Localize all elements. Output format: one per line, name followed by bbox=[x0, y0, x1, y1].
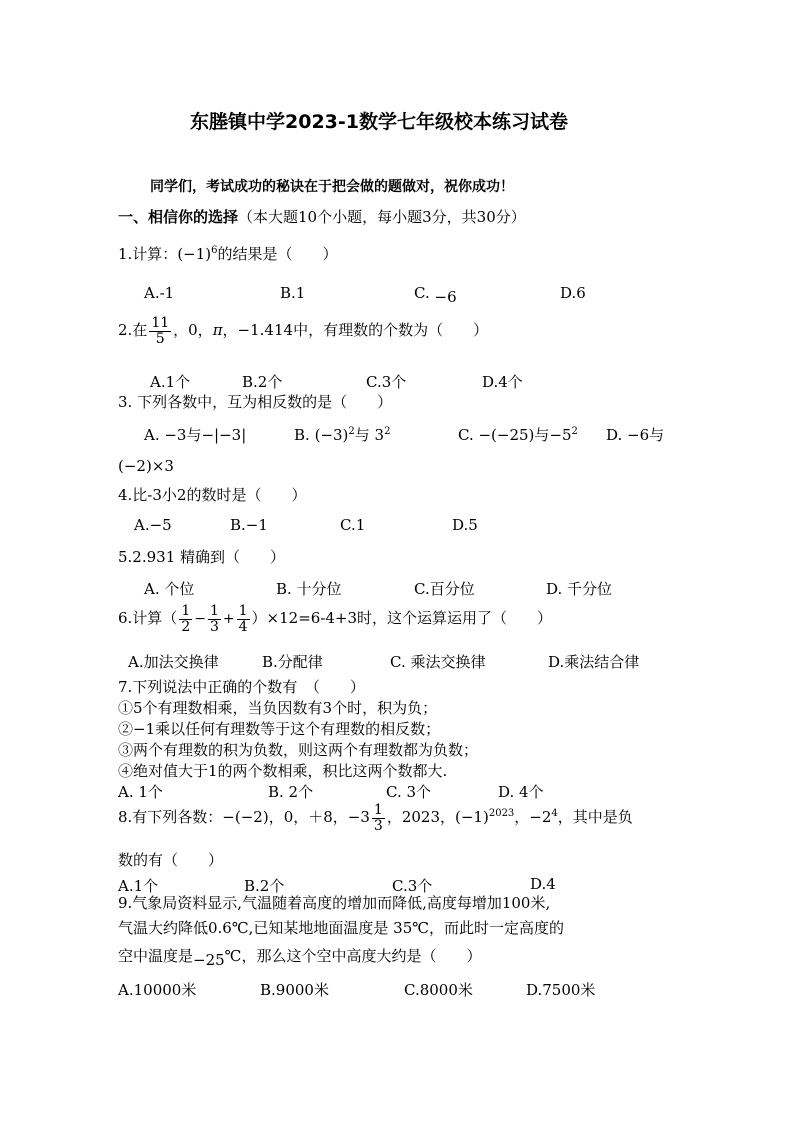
question-4-stem: 4.比-3小2的数时是（ ） bbox=[118, 486, 307, 504]
q3-option-b: B. $(-3)^2$与 $3^2$ bbox=[294, 426, 391, 444]
q7-statement-2: ②−1乘以任何有理数等于这个有理数的相反数； bbox=[118, 720, 441, 738]
q5-option-b: B. 十分位 bbox=[276, 580, 342, 598]
q8-option-c: C.3个 bbox=[392, 877, 433, 895]
question-6-stem: 6.计算（ $\frac{1}{2}$ − $\frac{1}{3}$ + $\frac{1}{4}$ ）×12=6-4+3时，这个运算运用了（ ） bbox=[118, 603, 553, 635]
q6-option-b: B.分配律 bbox=[262, 653, 323, 671]
q8-option-b: B.2个 bbox=[244, 877, 285, 895]
q7-statement-4: ④绝对值大于1的两个数相乘，积比这两个数都大. bbox=[118, 762, 448, 780]
q7-statement-1: ①5个有理数相乘，当负因数有3个时，积为负； bbox=[118, 699, 438, 717]
question-1-stem: 1.计算：$(-1)^6$的结果是（ ） bbox=[118, 245, 338, 263]
fraction-1-3: $\frac{1}{3}$ bbox=[373, 802, 383, 834]
q4-option-b: B.−1 bbox=[230, 516, 268, 534]
q7-option-c: C. 3个 bbox=[386, 783, 432, 801]
greeting-text: 同学们，考试成功的秘诀在于把会做的题做对，祝你成功！ bbox=[150, 179, 514, 195]
q8-option-d: D.4 bbox=[530, 875, 556, 893]
q7-statement-3: ③两个有理数的积为负数，则这两个有理数都为负数； bbox=[118, 741, 479, 759]
fraction-1-3: $\frac{1}{3}$ bbox=[209, 603, 219, 635]
question-9-line-2: 气温大约降低0.6℃,已知某地地面温度是 35℃，而此时一定高度的 bbox=[118, 919, 565, 937]
q3-option-d: D. −6与 bbox=[606, 426, 665, 444]
fraction-1-4: $\frac{1}{4}$ bbox=[238, 603, 248, 635]
q5-option-c: C.百分位 bbox=[414, 580, 475, 598]
q9-option-b: B.9000米 bbox=[260, 981, 329, 999]
section-heading bbox=[118, 206, 526, 227]
section-title: 一、相信你的选择 bbox=[118, 208, 239, 226]
q1-option-b: B.1 bbox=[280, 284, 306, 302]
q8-option-a: A.1个 bbox=[118, 877, 159, 895]
q4-option-c: C.1 bbox=[340, 516, 366, 534]
q1-option-d: D.6 bbox=[560, 284, 586, 302]
section-note: （本大题10个小题，每小题3分，共30分） bbox=[238, 208, 526, 226]
q3-option-c: C. −(−25)与$-5^2$ bbox=[458, 426, 578, 444]
q9-option-d: D.7500米 bbox=[526, 981, 596, 999]
q3-option-d-cont: (−2)×3 bbox=[118, 457, 174, 475]
q2-option-d: D.4个 bbox=[482, 373, 523, 391]
question-2-stem: 2.在 $\frac{11}{5}$ ，0，π，−1.414中，有理数的个数为（ ） bbox=[118, 315, 489, 347]
question-7-stem: 7.下列说法中正确的个数有 （ ） bbox=[118, 678, 365, 696]
q7-option-a: A. 1个 bbox=[118, 783, 163, 801]
page-title: 东塍镇中学2023-1数学七年级校本练习试卷 bbox=[190, 111, 568, 133]
question-8-stem-cont: 数的有（ ） bbox=[118, 851, 224, 869]
question-9-line-3: 空中温度是−25℃，那么这个空中高度大约是（ ） bbox=[118, 947, 482, 969]
q6-option-c: C. 乘法交换律 bbox=[390, 653, 486, 671]
q6-option-d: D.乘法结合律 bbox=[548, 653, 640, 671]
fraction-11-5: $\frac{11}{5}$ bbox=[151, 315, 170, 347]
question-3-stem: 3. 下列各数中，互为相反数的是（ ） bbox=[118, 393, 393, 411]
q3-option-a: A. −3与−|−3| bbox=[144, 426, 247, 444]
q2-option-c: C.3个 bbox=[366, 373, 407, 391]
q2-option-a: A.1个 bbox=[150, 373, 191, 391]
question-9-line-1: 9.气象局资料显示,气温随着高度的增加而降低,高度每增加100米, bbox=[118, 894, 551, 912]
q9-option-a: A.10000米 bbox=[118, 981, 197, 999]
q7-option-d: D. 4个 bbox=[498, 783, 544, 801]
q1-option-c: C. −6 bbox=[414, 284, 457, 306]
q4-option-d: D.5 bbox=[452, 516, 478, 534]
q1-option-a: A.-1 bbox=[144, 284, 175, 302]
q5-option-a: A. 个位 bbox=[144, 580, 195, 598]
fraction-1-2: $\frac{1}{2}$ bbox=[181, 603, 191, 635]
q9-option-c: C.8000米 bbox=[404, 981, 473, 999]
q6-option-a: A.加法交换律 bbox=[128, 653, 219, 671]
q4-option-a: A.−5 bbox=[134, 516, 172, 534]
question-8-stem: 8.有下列各数：−(−2)，0，＋8，−3 $\frac{1}{3}$ ，2023，$(-1)^{2023}$，$-2^4$，其中是负 bbox=[118, 802, 633, 834]
q5-option-d: D. 千分位 bbox=[546, 580, 613, 598]
q2-option-b: B.2个 bbox=[242, 373, 283, 391]
q7-option-b: B. 2个 bbox=[268, 783, 314, 801]
question-5-stem: 5.2.931 精确到（ ） bbox=[118, 548, 286, 566]
